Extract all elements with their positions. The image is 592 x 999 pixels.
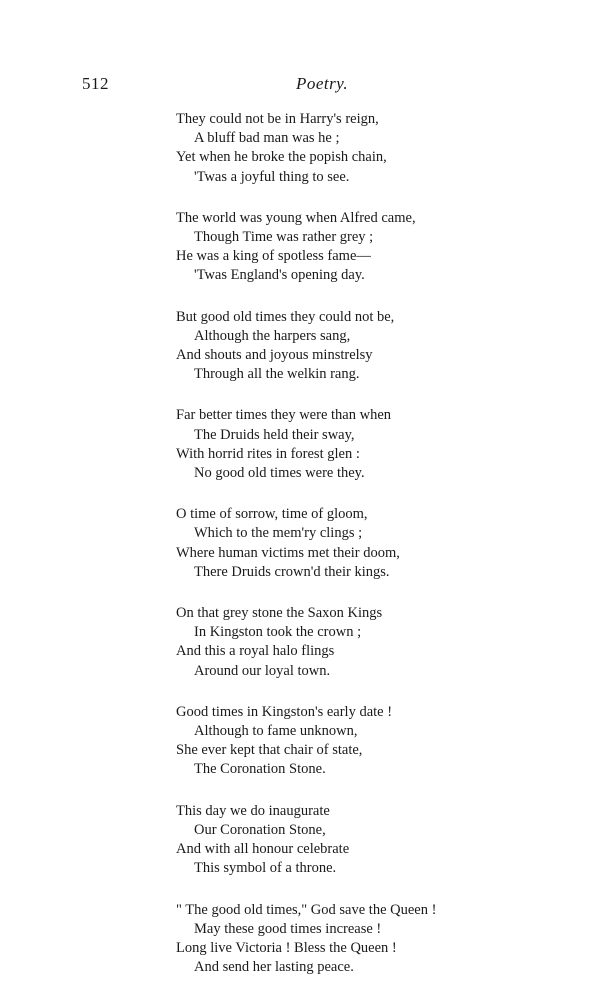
page-number: 512 <box>82 74 109 93</box>
poem-line: And shouts and joyous minstrelsy <box>176 347 373 364</box>
poem-line: Though Time was rather grey ; <box>194 229 374 246</box>
poem-line: Through all the welkin rang. <box>194 366 360 383</box>
stanza-5 <box>176 505 576 582</box>
poem-line: They could not be in Harry's reign, <box>176 111 379 127</box>
poem-line: Long live Victoria ! Bless the Queen ! <box>176 939 397 956</box>
poem-line: And send her lasting peace. <box>194 959 354 976</box>
poem-line: There Druids crown'd their kings. <box>194 563 390 580</box>
stanza-8 <box>176 802 576 879</box>
poem-line: The world was young when Alfred came, <box>176 209 416 226</box>
poem-line: But good old times they could not be, <box>176 308 395 325</box>
poem-line: This day we do inaugurate <box>176 802 330 819</box>
stanza-1 <box>176 110 576 187</box>
poem-line: On that grey stone the Saxon Kings <box>176 605 383 622</box>
poem-line: In Kingston took the crown ; <box>194 624 362 641</box>
stanza-9 <box>176 901 576 978</box>
poem-line: He was a king of spotless fame— <box>176 248 371 265</box>
poem-line: 'Twas England's opening day. <box>194 267 365 284</box>
stanza-4 <box>176 406 576 483</box>
poem-line: " The good old times," God save the Queen ! <box>176 901 437 918</box>
stanza-6 <box>176 604 576 681</box>
poem-line: Where human victims met their doom, <box>176 544 400 561</box>
poem-line: O time of sorrow, time of gloom, <box>176 506 368 523</box>
poem-line: No good old times were they. <box>194 465 365 482</box>
stanza-7 <box>176 703 576 780</box>
poem-line: Our Coronation Stone, <box>194 821 326 838</box>
running-head: Poetry. <box>296 74 349 93</box>
poem-line: Good times in Kingston's early date ! <box>176 703 393 720</box>
stanza-2 <box>176 209 576 286</box>
poem-line: Yet when he broke the popish chain, <box>176 149 387 166</box>
poem-line: Around our loyal town. <box>194 662 331 679</box>
poem-line: The Coronation Stone. <box>194 761 326 778</box>
poem-line: May these good times increase ! <box>194 920 382 937</box>
poem-line: And this a royal halo flings <box>176 643 335 660</box>
poem-line: With horrid rites in forest glen : <box>176 445 360 462</box>
poem-line: A bluff bad man was he ; <box>194 130 340 147</box>
poem-line: This symbol of a throne. <box>194 860 337 877</box>
poem-line: And with all honour celebrate <box>176 841 350 858</box>
poem-line: The Druids held their sway, <box>194 426 355 443</box>
poem <box>176 110 576 999</box>
poem-line: Although to fame unknown, <box>194 723 358 740</box>
poem-line: 'Twas a joyful thing to see. <box>194 168 350 185</box>
poem-line: Although the harpers sang, <box>194 327 351 344</box>
stanza-3 <box>176 308 576 385</box>
poem-line: She ever kept that chair of state, <box>176 742 363 759</box>
poem-line: Which to the mem'ry clings ; <box>194 525 363 542</box>
poem-line: Far better times they were than when <box>176 407 392 424</box>
